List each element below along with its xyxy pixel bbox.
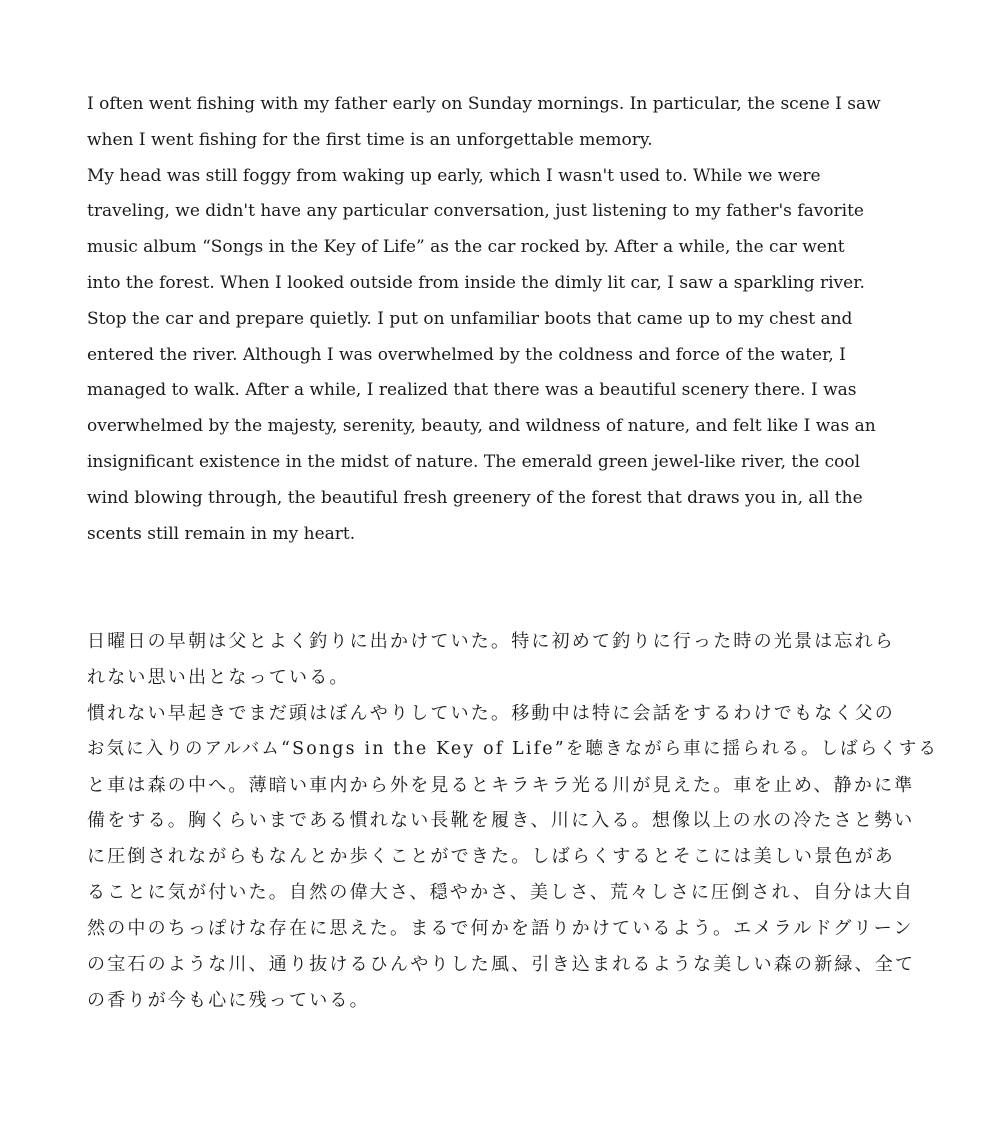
english-text-line: overwhelmed by the majesty, serenity, beauty, and wildness of nature, and felt like I was an	[87, 416, 876, 437]
english-text-line: traveling, we didn't have any particular conversation, just listening to my father's favorite	[87, 201, 864, 222]
japanese-text-line: ることに気が付いた。自然の偉大さ、穏やかさ、美しさ、荒々しさに圧倒され、自分は大自	[87, 882, 915, 904]
japanese-text-line: の宝石のような川、通り抜けるひんやりした風、引き込まれるような美しい森の新緑、全て	[87, 954, 916, 976]
english-text-line: music album “Songs in the Key of Life” as the car rocked by. After a while, the car went	[87, 237, 845, 258]
english-text-line: entered the river. Although I was overwhelmed by the coldness and force of the water, I	[87, 344, 846, 365]
japanese-text-line: れない思い出となっている。	[87, 666, 350, 688]
japanese-text-line: 慣れない早起きでまだ頭はぼんやりしていた。移動中は特に会話をするわけでもなく父の	[87, 702, 895, 724]
english-text-line: wind blowing through, the beautiful fresh greenery of the forest that draws you in, all the	[87, 487, 863, 508]
english-text-line: My head was still foggy from waking up early, which I wasn't used to. While we were	[87, 165, 821, 186]
japanese-text-line: 然の中のちっぽけな存在に思えた。まるで何かを語りかけているよう。エメラルドグリーン	[87, 918, 914, 940]
japanese-text-line: お気に入りのアルバム“Songs in the Key of Life”を聴きながら車に揺られる。しばらくする	[87, 738, 939, 759]
english-text-line: managed to walk. After a while, I realized that there was a beautiful scenery there. I was	[87, 380, 857, 401]
japanese-text-line: と車は森の中へ。薄暗い車内から外を見るとキラキラ光る川が見えた。車を止め、静かに準	[87, 774, 915, 796]
english-paragraph	[87, 87, 947, 552]
japanese-text-line: に圧倒されながらもなんとか歩くことができた。しばらくするとそこには美しい景色があ	[87, 846, 895, 868]
japanese-paragraph	[87, 624, 947, 1019]
english-text-line: I often went fishing with my father early on Sunday mornings. In particular, the scene I saw	[87, 94, 881, 114]
japanese-text-line: 備をする。胸くらいまである慣れない長靴を履き、川に入る。想像以上の水の冷たさと勢い	[87, 810, 915, 832]
english-text-line: scents still remain in my heart.	[87, 523, 356, 544]
english-text-line: when I went fishing for the first time is an unforgettable memory.	[87, 129, 653, 150]
english-text-line: into the forest. When I looked outside from inside the dimly lit car, I saw a sparkling river.	[87, 272, 865, 293]
japanese-text-line: の香りが今も心に残っている。	[87, 989, 370, 1011]
english-text-line: insignificant existence in the midst of nature. The emerald green jewel-like river, the cool	[87, 451, 861, 472]
japanese-text-line: 日曜日の早朝は父とよく釣りに出かけていた。特に初めて釣りに行った時の光景は忘れら	[87, 631, 895, 652]
english-text-line: Stop the car and prepare quietly. I put on unfamiliar boots that came up to my chest and	[87, 308, 853, 329]
